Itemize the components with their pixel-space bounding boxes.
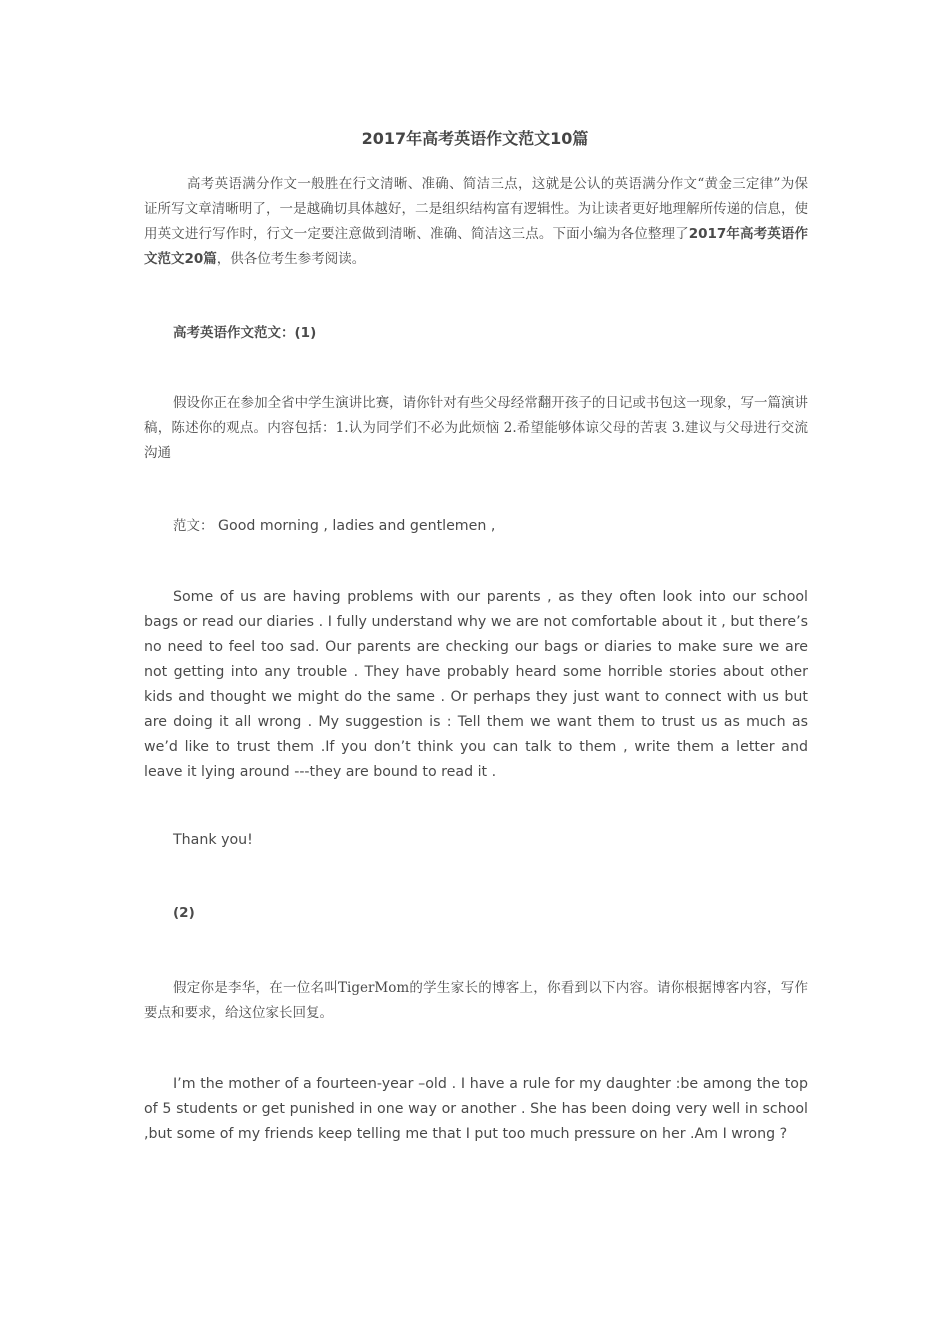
intro-paragraph [144,172,808,272]
section2-heading: (2) [173,905,195,921]
page-title: 2017年高考英语作文范文10篇 [361,129,589,148]
sample-label: 范文： [173,518,214,534]
section2-prompt: 假定你是李华，在一位名叫TigerMom的学生家长的博客上，你看到以下内容。请你根据博客内容，写作要点和要求，给这位家长回复。 [144,980,808,1021]
sample-greeting-line [173,514,495,534]
intro-bold-text: 2017年高考英语作文范文20篇 [144,226,808,267]
blog-text: I’m the mother of a fourteen-year –old . I have a rule for my daughter :be among the top of 5 students or get punished in one way or another . She has been doing very well in school ,but some of my friends keep telling me that I put too much pressure on her .Am I wrong ? [144,1076,808,1142]
closing-line: Thank you! [173,832,253,848]
sample-body: Some of us are having problems with our parents , as they often look into our school bags or read our diaries . I fully understand why we are not comfortable about it , but there’s no need to feel too sad. Our parents are checking our bags or diaries to make sure we are not getting into any trouble . They have probably heard some horrible stories about other kids and thought we might do the same . Or perhaps they just want to connect with us but are doing it all wrong . My suggestion is : Tell them we want them to trust us as much as we’d like to trust them .If you don’t think you can talk to them , write them a letter and leave it lying around ---they are bound to read it . [144,589,808,780]
sample-greeting: Good morning , ladies and gentlemen , [218,518,496,534]
intro-text-end: ，供各位考生参考阅读。 [216,251,366,267]
section1-prompt: 假设你正在参加全省中学生演讲比赛，请你针对有些父母经常翻开孩子的日记或书包这一现象，写一篇演讲稿，陈述你的观点。内容包括：1.认为同学们不必为此烦恼 2.希望能够体谅父母的苦衷 3.建议与父母进行交流沟通 [144,395,808,461]
intro-text: 高考英语满分作文一般胜在行文清晰、准确、简洁三点，这就是公认的英语满分作文“黄金三定律”为保证所写文章清晰明了，一是越确切具体越好，二是组织结构富有逻辑性。为让读者更好地理解所传递的信息，使用英文进行写作时，行文一定要注意做到清晰、准确、简洁这三点。下面小编为各位整理了 [144,176,808,242]
section1-heading: 高考英语作文范文：(1) [173,325,317,341]
